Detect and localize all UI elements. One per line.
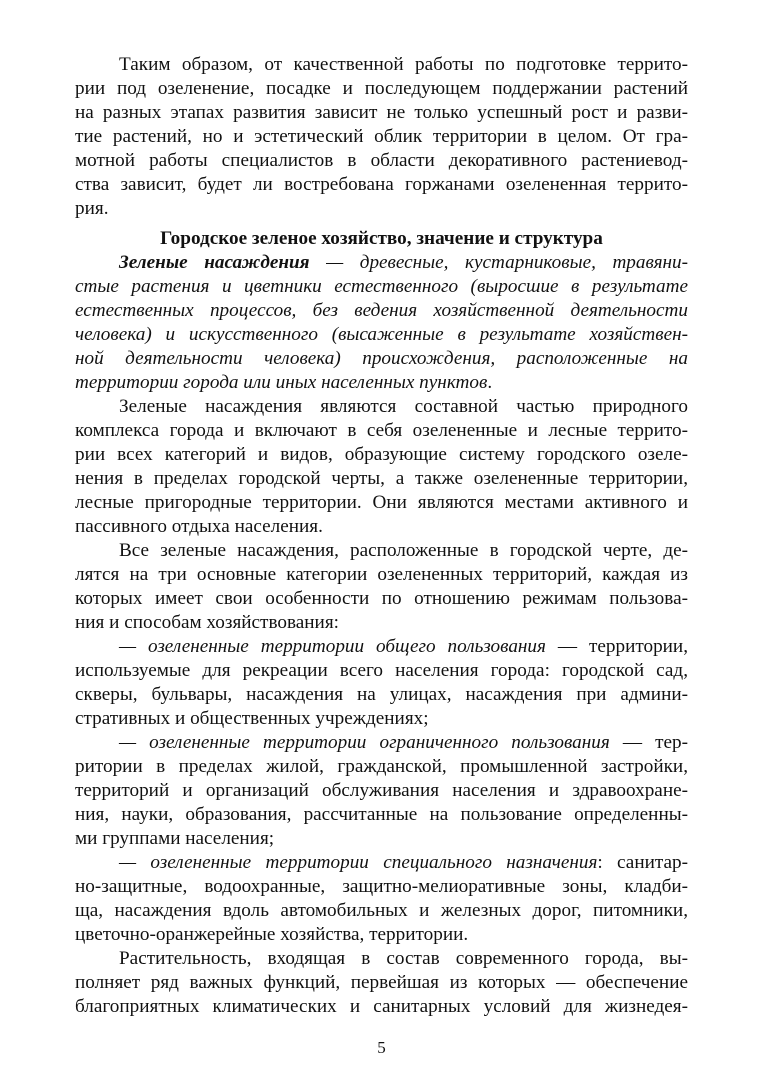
definition-text: территории города или иных населенных пунктов — [75, 372, 488, 393]
paragraph-categories — [75, 539, 688, 635]
page-number: 5 — [377, 1038, 386, 1057]
paragraph-green-spaces — [75, 395, 688, 539]
text-line: Зеленые насаждения являются составной частью природного — [119, 396, 688, 417]
text-line — [75, 635, 688, 659]
text-line: Таким образом, от качественной работы по подготовке террито- — [119, 54, 688, 75]
text-line: но-защитные, водоохранные, защитно-мелиоративные зоны, кладби- — [75, 876, 688, 897]
text-line: территорий и организаций обслуживания населения и здравоохране- — [75, 780, 688, 801]
category-term: — озелененные территории ограниченного пользования — [119, 732, 610, 753]
text-line: используемые для рекреации всего населения города: городской сад, — [75, 660, 688, 681]
category-term: — озелененные территории специального назначения — [119, 852, 598, 873]
category-desc: — территории, — [545, 636, 688, 657]
text-line: рии под озеленение, посадке и последующем поддержании растений — [75, 78, 688, 99]
text-line: рии всех категорий и видов, образующие систему городского озеле- — [75, 444, 688, 465]
text-line: рия. — [75, 198, 109, 219]
text-line: ной деятельности человека) происхождения, расположенные на — [75, 348, 688, 369]
page-body — [75, 53, 688, 1019]
text-line: лесные пригородные территории. Они являются местами активного и — [75, 492, 688, 513]
paragraph-intro — [75, 53, 688, 221]
text-line: комплекса города и включают в себя озелененные и лесные террито- — [75, 420, 688, 441]
paragraph-definition — [75, 251, 688, 395]
list-item-special-purpose — [75, 851, 688, 947]
text-line — [75, 371, 688, 395]
text-line: пассивного отдыха населения. — [75, 516, 323, 537]
end-punctuation: . — [487, 372, 493, 393]
text-line: человека) и искусственного (высаженные в результате хозяйствен- — [75, 324, 688, 345]
text-line: цветочно-оранжерейные хозяйства, территории. — [75, 924, 469, 945]
text-line — [75, 251, 688, 275]
text-line: Все зеленые насаждения, расположенные в городской черте, де- — [119, 540, 688, 561]
list-item-limited-use — [75, 731, 688, 851]
text-line: стые растения и цветники естественного (выросшие в результате — [75, 276, 688, 297]
definition-text: — древесные, кустарниковые, травяни- — [309, 252, 688, 273]
text-line: стративных и общественных учреждениях; — [75, 708, 429, 729]
text-line: ния и способам хозяйствования: — [75, 612, 339, 633]
category-term: — озелененные территории общего пользования — [119, 636, 546, 657]
text-line — [75, 851, 688, 875]
text-line: ми группами населения; — [75, 828, 275, 849]
text-line: нения в пределах городской черты, а также озелененные территории, — [75, 468, 688, 489]
category-desc: : санитар- — [597, 852, 688, 873]
defined-term: Зеленые насаждения — [119, 252, 310, 273]
text-line: скверы, бульвары, насаждения на улицах, насаждения при админи- — [75, 684, 688, 705]
text-line: на разных этапах развития зависит не только успешный рост и разви- — [75, 102, 688, 123]
text-line: мотной работы специалистов в области декоративного растениевод- — [75, 150, 688, 171]
text-line: лятся на три основные категории озелененных территорий, каждая из — [75, 564, 688, 585]
text-line: ния, науки, образования, рассчитанные на пользование определенны- — [75, 804, 688, 825]
text-line: тие растений, но и эстетический облик территории в целом. От гра- — [75, 126, 688, 147]
text-line: благоприятных климатических и санитарных условий для жизнедея- — [75, 996, 688, 1017]
section-heading: Городское зеленое хозяйство, значение и структура — [160, 228, 603, 249]
text-line: ща, насаждения вдоль автомобильных и железных дорог, питомники, — [75, 900, 688, 921]
text-line — [75, 731, 688, 755]
text-line: естественных процессов, без ведения хозяйственной деятельности — [75, 300, 688, 321]
list-item-general-use — [75, 635, 688, 731]
category-desc: — тер- — [609, 732, 688, 753]
text-line: Растительность, входящая в состав современного города, вы- — [119, 948, 688, 969]
text-line: ритории в пределах жилой, гражданской, промышленной застройки, — [75, 756, 688, 777]
text-line: которых имеет свои особенности по отношению режимам пользова- — [75, 588, 688, 609]
text-line: ства зависит, будет ли востребована горжанами озелененная террито- — [75, 174, 688, 195]
paragraph-functions — [75, 947, 688, 1019]
text-line: полняет ряд важных функций, первейшая из которых — обеспечение — [75, 972, 688, 993]
